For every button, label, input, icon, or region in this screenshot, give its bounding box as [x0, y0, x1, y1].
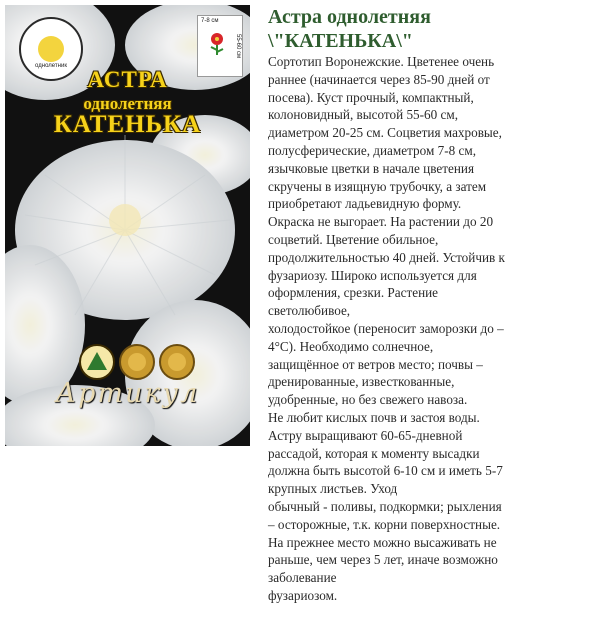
- packet-title-line1: АСТРА: [87, 67, 168, 92]
- description-line: Не любит кислых почв и застоя воды.: [268, 409, 480, 425]
- sun-icon: [38, 36, 64, 62]
- description-line: защищённое от ветров место; почвы –: [268, 356, 483, 372]
- description-line: посева). Куст прочный, компактный,: [268, 89, 474, 105]
- bloom-diameter: 7-8 см: [201, 18, 219, 24]
- description-line: диаметром 20-25 см. Соцветия махровые,: [268, 125, 502, 141]
- description-line: фузариозу. Широко используется для: [268, 267, 477, 283]
- description-line: соцветий. Цветение обильное,: [268, 231, 439, 247]
- seed-packet-image: [5, 5, 250, 446]
- description-line: оформления, срезки. Растение: [268, 285, 439, 301]
- description-line: дренированные, известкованные,: [268, 374, 455, 390]
- description-line: раньше, чем через 5 лет, иначе возможно: [268, 552, 498, 568]
- award-logos: [77, 342, 197, 382]
- description-line: Окраска не выгорает. На растении до 20: [268, 214, 494, 230]
- packet-title-line2: однолетняя: [83, 94, 172, 113]
- description-line: раннее (начинается через 85-90 дней от: [268, 71, 490, 87]
- description-line: приобретают ладьевидную форму.: [268, 196, 462, 212]
- description-line: заболевание: [268, 570, 337, 586]
- description-line: крупных листьев. Уход: [268, 481, 398, 497]
- flower-icon: [206, 30, 228, 56]
- description-line: язычковые цветки в начале цветения: [268, 160, 475, 176]
- description-line: колоновидный, высотой 55-60 см,: [268, 107, 459, 123]
- description-line: На прежнее место можно высаживать не: [268, 534, 497, 550]
- title-line1: Астра однолетняя: [268, 6, 431, 28]
- description-line: холодостойкое (переносит заморозки до –: [268, 320, 504, 336]
- packet-title-line3: КАТЕНЬКА: [53, 111, 202, 138]
- description-line: – осторожные, т.к. корни поверхностные.: [268, 516, 501, 532]
- description-line: Сортотип Воронежские. Цветенее очень: [268, 54, 495, 69]
- page-title: [268, 5, 588, 53]
- description-line: удобренные, но без свежего навоза.: [268, 392, 468, 408]
- title-line2: \"КАТЕНЬКА\": [268, 30, 413, 52]
- description-line: обычный - поливы, подкормки; рыхления: [268, 498, 502, 514]
- annual-badge-label: однолетник: [35, 63, 67, 69]
- description-line: полусферические, диаметром 7-8 см,: [268, 142, 476, 158]
- description-text: [268, 53, 530, 605]
- description-line: рассадой, которая к моменту высадки: [268, 445, 480, 461]
- description-line: фузариозом.: [268, 587, 338, 603]
- description-line: Астру выращивают 60-65-дневной: [268, 427, 463, 443]
- description-line: скручены в изящную трубочку, а затем: [268, 178, 487, 194]
- description-line: 4°С). Необходимо солнечное,: [268, 338, 434, 354]
- description-line: светолюбивое,: [268, 303, 351, 319]
- description-line: должна быть высотой 6-10 см и иметь 5-7: [268, 463, 503, 479]
- plant-height: 55-60 см: [235, 34, 241, 59]
- description-line: продолжительностью 40 дней. Устойчив к: [268, 249, 505, 265]
- brand-logo: Артикул: [55, 378, 200, 409]
